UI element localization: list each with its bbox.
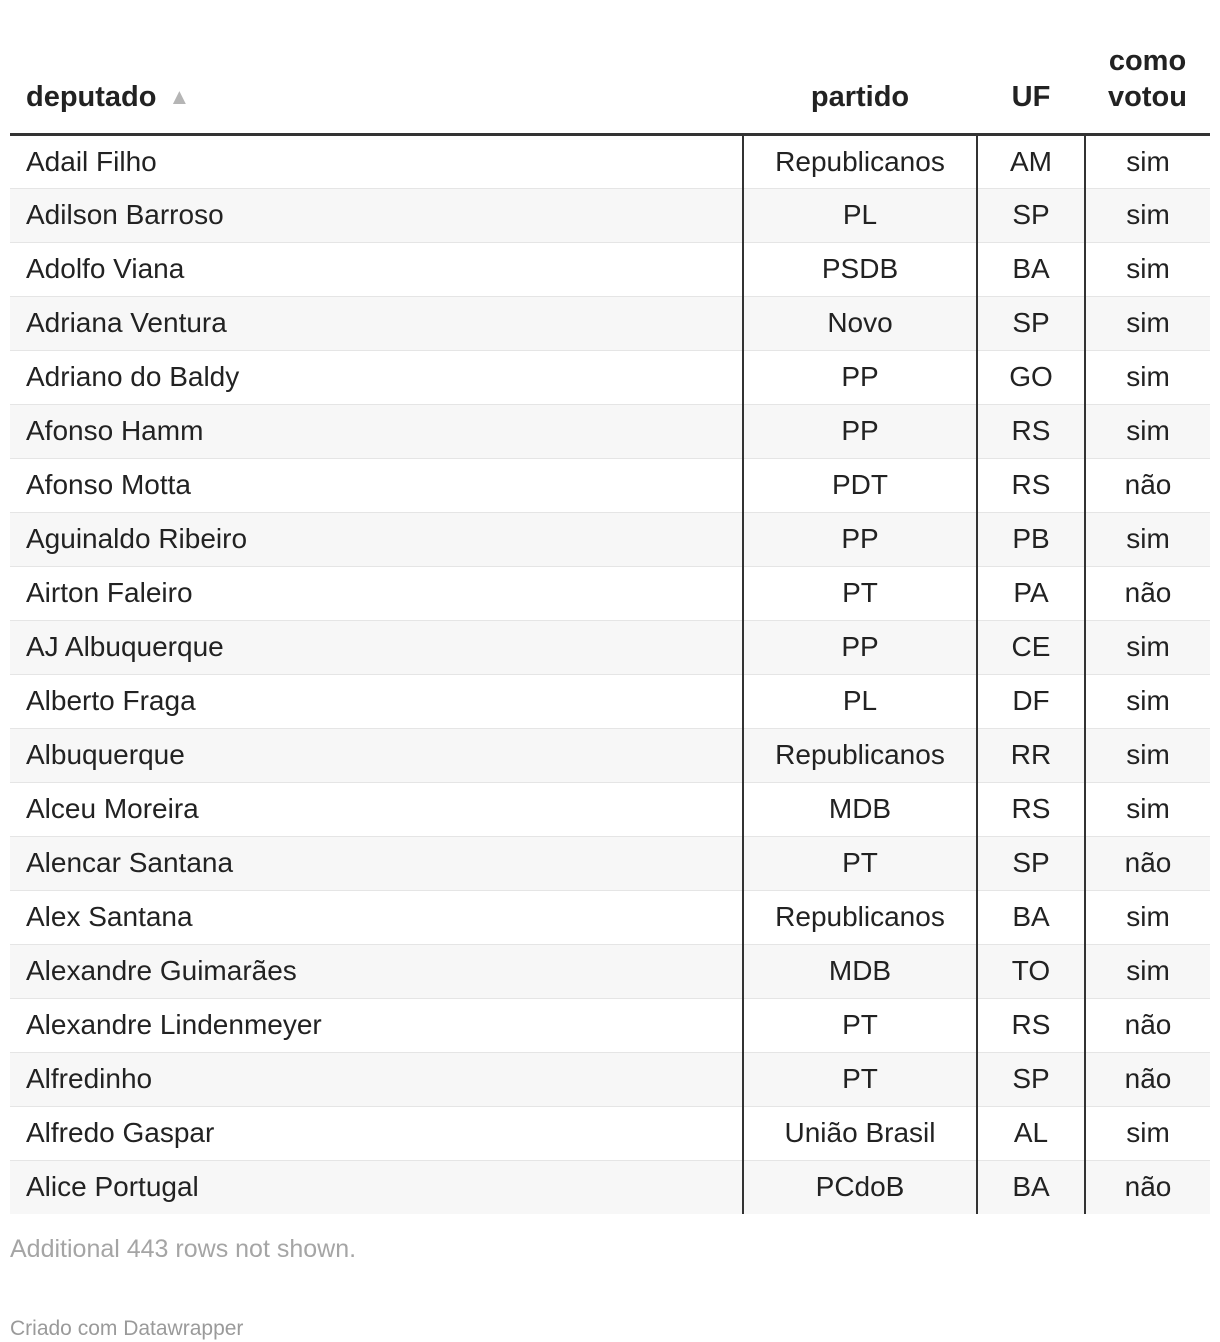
cell-deputado: Alexandre Guimarães: [10, 944, 743, 998]
cell-partido: PL: [743, 674, 977, 728]
cell-uf: RS: [977, 998, 1085, 1052]
column-header-partido[interactable]: [743, 0, 977, 134]
cell-deputado: Alex Santana: [10, 890, 743, 944]
cell-deputado: Adriana Ventura: [10, 296, 743, 350]
cell-deputado: Alexandre Lindenmeyer: [10, 998, 743, 1052]
cell-como-votou: sim: [1085, 782, 1210, 836]
cell-deputado: Adriano do Baldy: [10, 350, 743, 404]
cell-como-votou: sim: [1085, 350, 1210, 404]
cell-uf: AL: [977, 1106, 1085, 1160]
cell-deputado: Alice Portugal: [10, 1160, 743, 1214]
cell-deputado: Adolfo Viana: [10, 242, 743, 296]
table-row: [10, 998, 1210, 1052]
cell-partido: PSDB: [743, 242, 977, 296]
table-row: [10, 242, 1210, 296]
cell-uf: SP: [977, 188, 1085, 242]
cell-partido: PDT: [743, 458, 977, 512]
cell-deputado: Adilson Barroso: [10, 188, 743, 242]
cell-como-votou: não: [1085, 1160, 1210, 1214]
cell-como-votou: sim: [1085, 404, 1210, 458]
cell-deputado: Alceu Moreira: [10, 782, 743, 836]
cell-partido: PCdoB: [743, 1160, 977, 1214]
cell-partido: MDB: [743, 944, 977, 998]
header-row: [10, 0, 1210, 134]
cell-uf: RS: [977, 458, 1085, 512]
cell-como-votou: sim: [1085, 296, 1210, 350]
cell-deputado: Alberto Fraga: [10, 674, 743, 728]
column-header-como-votou[interactable]: [1085, 0, 1210, 134]
table-row: [10, 944, 1210, 998]
cell-deputado: Aguinaldo Ribeiro: [10, 512, 743, 566]
table-row: [10, 674, 1210, 728]
cell-partido: Republicanos: [743, 134, 977, 188]
cell-uf: RR: [977, 728, 1085, 782]
table-row: [10, 458, 1210, 512]
table-row: [10, 512, 1210, 566]
cell-partido: Republicanos: [743, 728, 977, 782]
cell-uf: SP: [977, 296, 1085, 350]
cell-partido: PP: [743, 620, 977, 674]
cell-deputado: Adail Filho: [10, 134, 743, 188]
cell-uf: SP: [977, 836, 1085, 890]
cell-uf: CE: [977, 620, 1085, 674]
cell-partido: PT: [743, 998, 977, 1052]
cell-como-votou: não: [1085, 836, 1210, 890]
cell-como-votou: não: [1085, 566, 1210, 620]
table-row: [10, 1160, 1210, 1214]
table-row: [10, 782, 1210, 836]
table-row: [10, 836, 1210, 890]
table-row: [10, 1106, 1210, 1160]
cell-como-votou: não: [1085, 1052, 1210, 1106]
column-header-vote-line2: votou: [1108, 80, 1187, 113]
cell-partido: PT: [743, 1052, 977, 1106]
cell-deputado: Alfredo Gaspar: [10, 1106, 743, 1160]
cell-partido: União Brasil: [743, 1106, 977, 1160]
table-body: [10, 134, 1210, 1214]
column-header-deputado-label: deputado: [26, 80, 157, 113]
cell-partido: PT: [743, 566, 977, 620]
cell-partido: PP: [743, 512, 977, 566]
column-header-vote-line1: como: [1108, 44, 1187, 77]
cell-como-votou: sim: [1085, 1106, 1210, 1160]
cell-deputado: Afonso Hamm: [10, 404, 743, 458]
cell-uf: DF: [977, 674, 1085, 728]
cell-partido: PP: [743, 350, 977, 404]
table-row: [10, 350, 1210, 404]
cell-como-votou: sim: [1085, 242, 1210, 296]
sort-ascending-icon[interactable]: ▲: [168, 83, 191, 109]
cell-partido: PT: [743, 836, 977, 890]
cell-como-votou: não: [1085, 998, 1210, 1052]
cell-partido: PP: [743, 404, 977, 458]
datawrapper-table-chart: [10, 0, 1210, 1342]
table-row: [10, 566, 1210, 620]
cell-uf: SP: [977, 1052, 1085, 1106]
datawrapper-credit: Criado com Datawrapper: [10, 1317, 244, 1340]
cell-partido: MDB: [743, 782, 977, 836]
table-row: [10, 134, 1210, 188]
table-row: [10, 188, 1210, 242]
table-row: [10, 404, 1210, 458]
votes-table: [10, 0, 1210, 1214]
table-row: [10, 1052, 1210, 1106]
cell-deputado: Albuquerque: [10, 728, 743, 782]
cell-como-votou: sim: [1085, 674, 1210, 728]
cell-como-votou: sim: [1085, 620, 1210, 674]
cell-como-votou: sim: [1085, 188, 1210, 242]
table-row: [10, 728, 1210, 782]
cell-como-votou: sim: [1085, 944, 1210, 998]
cell-deputado: Alfredinho: [10, 1052, 743, 1106]
cell-uf: PA: [977, 566, 1085, 620]
cell-uf: BA: [977, 1160, 1085, 1214]
column-header-partido-label: partido: [810, 80, 910, 113]
table-row: [10, 890, 1210, 944]
cell-como-votou: sim: [1085, 728, 1210, 782]
cell-deputado: Alencar Santana: [10, 836, 743, 890]
cell-uf: AM: [977, 134, 1085, 188]
table-row: [10, 620, 1210, 674]
cell-como-votou: sim: [1085, 512, 1210, 566]
cell-deputado: AJ Albuquerque: [10, 620, 743, 674]
column-header-deputado[interactable]: [10, 0, 743, 134]
cell-partido: Novo: [743, 296, 977, 350]
cell-deputado: Afonso Motta: [10, 458, 743, 512]
cell-partido: Republicanos: [743, 890, 977, 944]
cell-como-votou: sim: [1085, 890, 1210, 944]
cell-uf: GO: [977, 350, 1085, 404]
column-header-uf[interactable]: [977, 0, 1085, 134]
cell-como-votou: sim: [1085, 134, 1210, 188]
cell-uf: RS: [977, 404, 1085, 458]
cell-uf: RS: [977, 782, 1085, 836]
cell-uf: BA: [977, 890, 1085, 944]
cell-uf: BA: [977, 242, 1085, 296]
table-header: [10, 0, 1210, 134]
table-notes: Additional 443 rows not shown.: [10, 1235, 357, 1263]
column-header-uf-label: UF: [1011, 80, 1051, 113]
cell-uf: PB: [977, 512, 1085, 566]
cell-deputado: Airton Faleiro: [10, 566, 743, 620]
cell-como-votou: não: [1085, 458, 1210, 512]
cell-partido: PL: [743, 188, 977, 242]
cell-uf: TO: [977, 944, 1085, 998]
table-row: [10, 296, 1210, 350]
